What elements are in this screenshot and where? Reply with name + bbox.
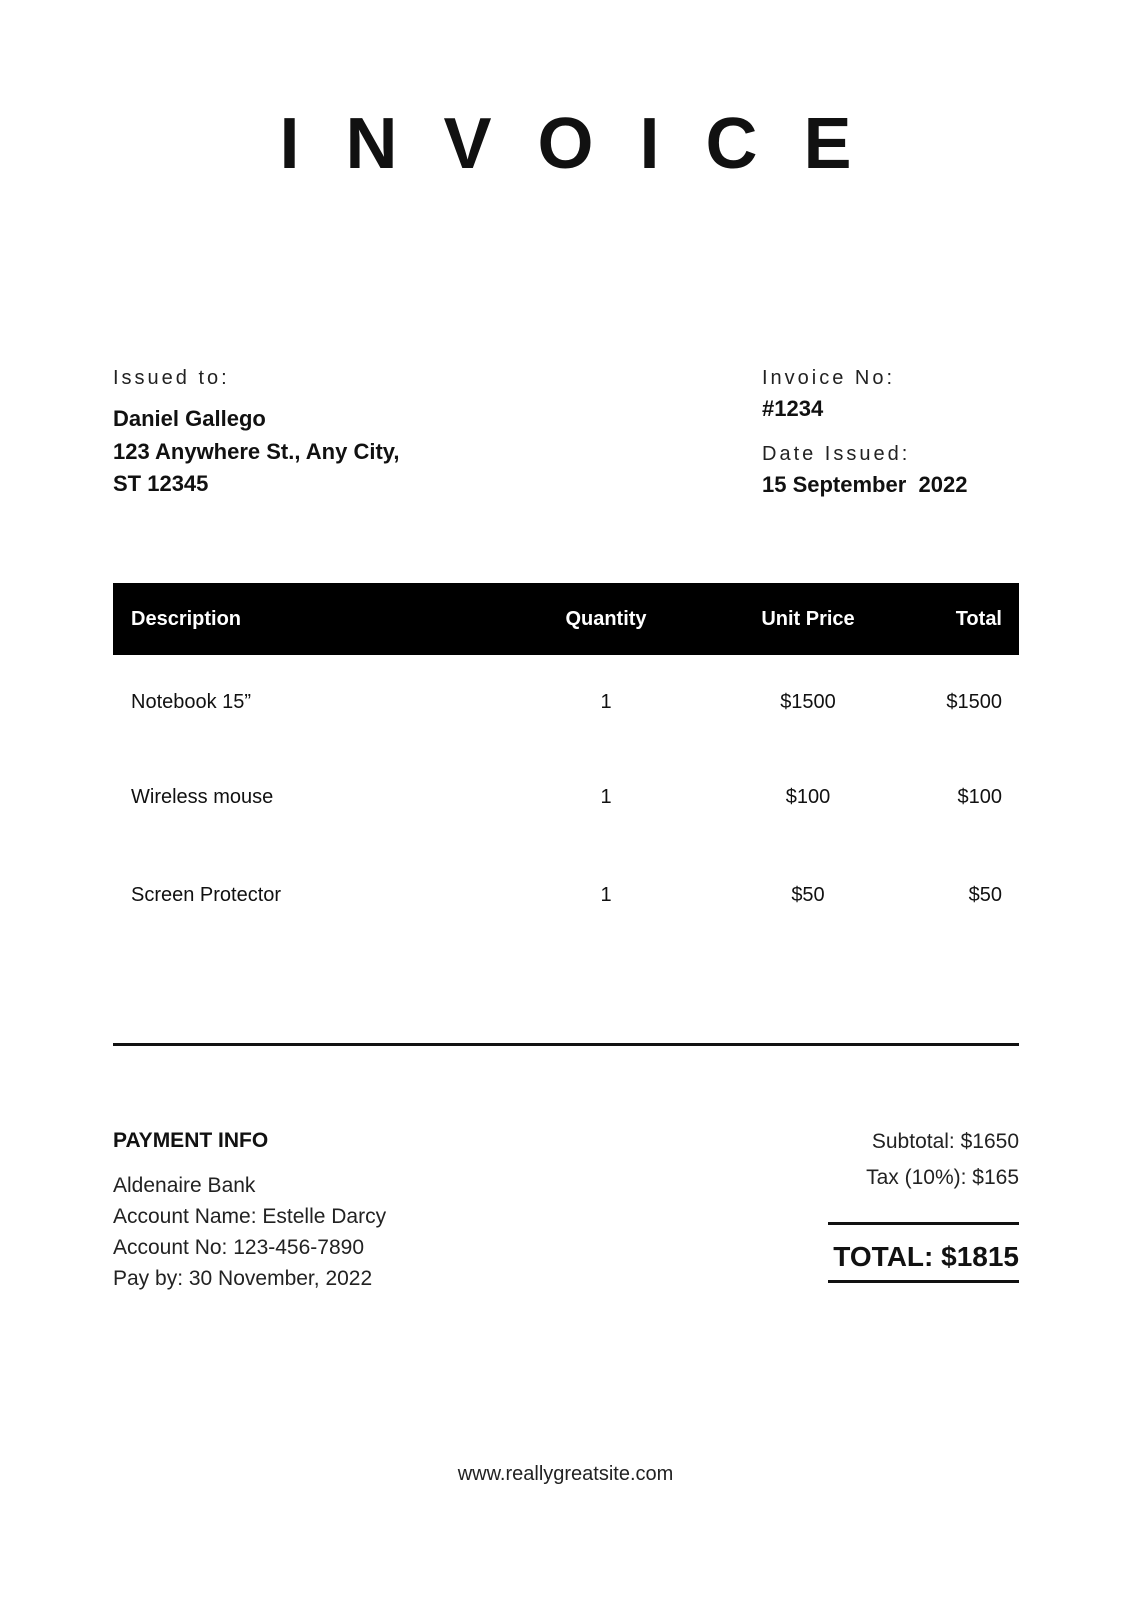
invoice-title: INVOICE bbox=[279, 104, 898, 184]
table-header bbox=[113, 583, 1019, 655]
row-description: Screen Protector bbox=[131, 884, 282, 906]
client-address-line2: ST 12345 bbox=[113, 471, 209, 496]
invoice-number: #1234 bbox=[762, 396, 824, 421]
pay-by-date: Pay by: 30 November, 2022 bbox=[113, 1267, 373, 1290]
row-total: $1500 bbox=[946, 691, 1002, 713]
header-quantity: Quantity bbox=[565, 608, 647, 630]
row-total: $50 bbox=[968, 884, 1002, 906]
client-address-line1: 123 Anywhere St., Any City, bbox=[113, 439, 400, 464]
header-description: Description bbox=[131, 608, 242, 630]
header-total: Total bbox=[955, 608, 1002, 630]
grand-total: TOTAL: $1815 bbox=[833, 1241, 1019, 1272]
bank-name: Aldenaire Bank bbox=[113, 1174, 256, 1197]
invoice-number-label: Invoice No: bbox=[762, 367, 896, 389]
account-number: Account No: 123-456-7890 bbox=[113, 1236, 365, 1259]
row-description: Notebook 15” bbox=[131, 691, 252, 713]
row-unit-price: $1500 bbox=[780, 691, 836, 713]
table-row bbox=[113, 692, 1019, 716]
issued-to-label: Issued to: bbox=[113, 367, 230, 389]
table-row bbox=[113, 787, 1019, 811]
row-unit-price: $100 bbox=[785, 786, 831, 808]
row-quantity: 1 bbox=[600, 691, 612, 713]
total-top-rule bbox=[828, 1222, 1019, 1225]
row-quantity: 1 bbox=[600, 884, 612, 906]
account-name: Account Name: Estelle Darcy bbox=[113, 1205, 387, 1228]
row-total: $100 bbox=[957, 786, 1002, 808]
row-quantity: 1 bbox=[600, 786, 612, 808]
section-divider bbox=[113, 1043, 1019, 1046]
table-row bbox=[113, 885, 1019, 909]
row-unit-price: $50 bbox=[791, 884, 825, 906]
client-name: Daniel Gallego bbox=[113, 406, 266, 431]
date-issued-label: Date Issued: bbox=[762, 443, 911, 465]
footer-website: www.reallygreatsite.com bbox=[457, 1463, 674, 1485]
subtotal: Subtotal: $1650 bbox=[871, 1130, 1019, 1153]
tax: Tax (10%): $165 bbox=[866, 1166, 1019, 1189]
header-unit-price: Unit Price bbox=[761, 608, 855, 630]
total-bottom-rule bbox=[828, 1280, 1019, 1283]
date-issued: 15 September 2022 bbox=[762, 472, 968, 497]
payment-info-title: PAYMENT INFO bbox=[113, 1129, 269, 1152]
row-description: Wireless mouse bbox=[131, 786, 274, 808]
